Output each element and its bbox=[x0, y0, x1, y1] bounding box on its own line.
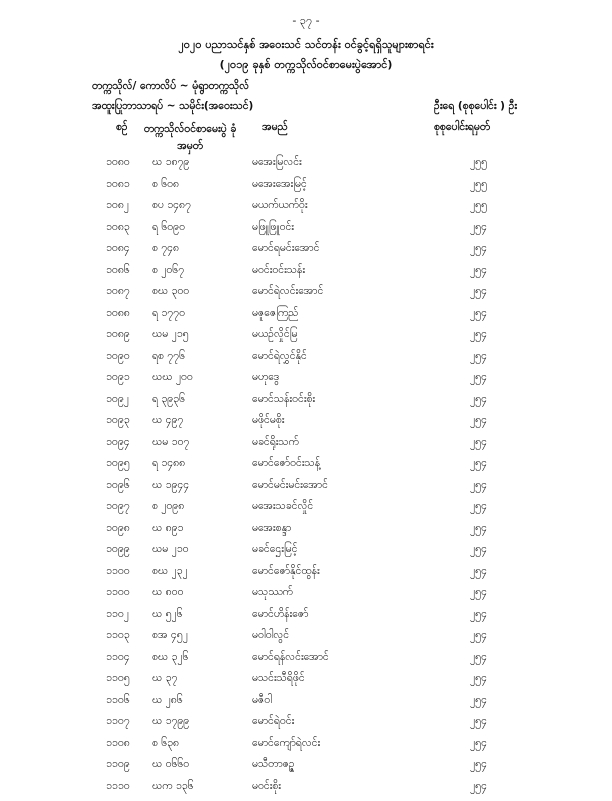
total-marks-cell: ၂၅၄ bbox=[470, 307, 487, 322]
roll-number-cell: စ ၆၃၈ bbox=[152, 737, 179, 752]
total-marks-cell: ၂၅၄ bbox=[470, 457, 487, 472]
serial-cell: ၁၁၀၉ bbox=[106, 758, 130, 773]
total-marks-cell: ၂၅၄ bbox=[470, 758, 487, 773]
name-cell: မအေးအေးမြင့် bbox=[252, 178, 307, 193]
total-marks-cell: ၂၅၄ bbox=[470, 672, 487, 687]
table-row bbox=[0, 328, 612, 350]
total-marks-cell: ၂၅၄ bbox=[470, 586, 487, 601]
table-row bbox=[0, 694, 612, 716]
serial-cell: ၁၀၉၇ bbox=[106, 500, 130, 515]
name-cell: မောင်ကျော်ရဲလင်း bbox=[252, 737, 320, 752]
table-row bbox=[0, 672, 612, 694]
serial-cell: ၁၀၈၁ bbox=[106, 178, 130, 193]
total-marks-cell: ၂၅၄ bbox=[470, 651, 487, 666]
serial-cell: ၁၀၈၈ bbox=[106, 307, 130, 322]
document-subtitle: (၂၀၁၉ ခုနှစ် တက္ကသိုလ်ဝင်စာမေးပွဲအောင်) bbox=[0, 58, 612, 74]
name-cell: မယက်ယက်ဝိုး bbox=[252, 199, 308, 214]
name-cell: မဝင်းဝင်းသန်း bbox=[252, 264, 305, 279]
name-cell: မဇူဇေကြည် bbox=[252, 307, 298, 322]
table-row bbox=[0, 522, 612, 544]
roll-number-cell: စ ၂၀၉၈ bbox=[152, 500, 184, 515]
serial-cell: ၁၀၉၃ bbox=[106, 414, 130, 429]
serial-cell: ၁၀၉၀ bbox=[106, 350, 130, 365]
serial-cell: ၁၀၉၄ bbox=[106, 436, 130, 451]
roll-number-cell: ဃ ၅၂၆ bbox=[152, 608, 183, 623]
table-row bbox=[0, 608, 612, 630]
serial-cell: ၁၀၈၀ bbox=[106, 156, 130, 171]
serial-cell: ၁၀၉၂ bbox=[106, 393, 129, 408]
name-cell: မယဉ်လှိုင်မြ bbox=[252, 328, 297, 343]
table-row bbox=[0, 350, 612, 372]
roll-number-cell: စပ ၁၄၈၇ bbox=[152, 199, 191, 214]
total-marks-cell: ၂၅၄ bbox=[470, 629, 487, 644]
roll-number-cell: စဃ ၃၂၆ bbox=[152, 651, 188, 666]
header-serial: စဉ် bbox=[116, 121, 128, 136]
university-label: တက္ကသိုလ်/ ကောလိပ် ~ မုံရွာတက္ကသိုလ် bbox=[92, 80, 249, 95]
name-cell: မဖိုင်မစိုး bbox=[252, 414, 284, 429]
serial-cell: ၁၀၈၇ bbox=[106, 285, 130, 300]
serial-cell: ၁၀၈၄ bbox=[106, 242, 130, 257]
total-marks-cell: ၂၅၄ bbox=[470, 393, 487, 408]
roll-number-cell: ရ ၃၉၃၆ bbox=[152, 393, 185, 408]
name-cell: မသုဿက် bbox=[252, 586, 293, 601]
name-cell: မောင်ဟိန်းဇော် bbox=[252, 608, 308, 623]
table-row bbox=[0, 371, 612, 393]
table-row bbox=[0, 565, 612, 587]
table-row bbox=[0, 543, 612, 565]
table-row bbox=[0, 264, 612, 286]
roll-number-cell: စဃ ၂၃၂ bbox=[152, 565, 188, 580]
page-number: - ၃၇ - bbox=[0, 14, 612, 30]
table-row bbox=[0, 199, 612, 221]
table-row bbox=[0, 414, 612, 436]
name-cell: မအေးသခင်လှိုင် bbox=[252, 500, 313, 515]
roll-number-cell: ဃ ၁၇၉၉ bbox=[152, 715, 189, 730]
department-label: အထူးပြုဘာသာရပ် ~ သမိုင်း(အဝေးသင်) bbox=[92, 100, 253, 115]
total-marks-cell: ၂၅၄ bbox=[470, 221, 487, 236]
header-total-marks: စုစုပေါင်းရမှတ် bbox=[434, 121, 490, 136]
roll-number-cell: ဃ ၀၆၆၀ bbox=[152, 758, 189, 773]
roll-number-cell: ဃ ၁၉၄၄ bbox=[152, 479, 189, 494]
serial-cell: ၁၁၀၈ bbox=[106, 737, 130, 752]
total-marks-cell: ၂၅၄ bbox=[470, 715, 487, 730]
table-row bbox=[0, 651, 612, 673]
serial-cell: ၁၀၉၁ bbox=[106, 371, 130, 386]
serial-cell: ၁၁၀၅ bbox=[106, 672, 130, 687]
total-marks-cell: ၂၅၄ bbox=[470, 242, 487, 257]
name-cell: မဝင်းစိုး bbox=[252, 780, 281, 795]
table-row bbox=[0, 242, 612, 264]
total-marks-cell: ၂၅၅ bbox=[470, 178, 487, 193]
name-cell: မသီတာဇဉ္ဇ bbox=[252, 758, 295, 773]
serial-cell: ၁၀၉၉ bbox=[106, 543, 130, 558]
name-cell: မခင်ဌေးမြင့် bbox=[252, 543, 298, 558]
serial-cell: ၁၀၈၉ bbox=[106, 328, 130, 343]
total-marks-cell: ၂၅၄ bbox=[470, 694, 487, 709]
roll-number-cell: ရစ ၇၇၆ bbox=[152, 350, 185, 365]
document-title: ၂၀၂၀ ပညာသင်နှစ် အဝေးသင် သင်တန်း ဝင်ခွင့်ရရှိသူများစာရင်း bbox=[0, 38, 612, 54]
serial-cell: ၁၁၀၃ bbox=[106, 629, 130, 644]
name-cell: မခင်ရိုးသက် bbox=[252, 436, 299, 451]
total-marks-cell: ၂၅၄ bbox=[470, 264, 487, 279]
table-row bbox=[0, 737, 612, 759]
total-marks-cell: ၂၅၄ bbox=[470, 522, 487, 537]
name-cell: မောင်မင်းမင်းအောင် bbox=[252, 479, 328, 494]
table-row bbox=[0, 629, 612, 651]
name-cell: မောင်ရမင်းအောင် bbox=[252, 242, 319, 257]
roll-number-cell: ဃဃ ၂၀၀ bbox=[152, 371, 193, 386]
count-label: ဦးရေ (စုစုပေါင်း ) ဦး bbox=[434, 100, 517, 115]
name-cell: မောင်သန်းဝင်းစိုး bbox=[252, 393, 315, 408]
table-row bbox=[0, 393, 612, 415]
name-cell: မောင်ဇော်နိုင်ထွန်း bbox=[252, 565, 320, 580]
serial-cell: ၁၀၈၂ bbox=[106, 199, 129, 214]
serial-cell: ၁၁၀၆ bbox=[106, 694, 130, 709]
serial-cell: ၁၁၀၀ bbox=[106, 586, 130, 601]
total-marks-cell: ၂၅၄ bbox=[470, 780, 487, 795]
total-marks-cell: ၂၅၄ bbox=[470, 608, 487, 623]
roll-number-cell: ဃ ၄၉၇ bbox=[152, 414, 183, 429]
roll-number-cell: ဃမ ၂၁၀ bbox=[152, 543, 189, 558]
header-name: အမည် bbox=[262, 121, 288, 136]
serial-cell: ၁၀၈၆ bbox=[106, 264, 130, 279]
serial-cell: ၁၁၁၀ bbox=[106, 780, 130, 795]
student-list bbox=[0, 156, 612, 801]
roll-number-cell: ရ ၁၄၈၈ bbox=[152, 457, 185, 472]
total-marks-cell: ၂၅၄ bbox=[470, 565, 487, 580]
table-row bbox=[0, 780, 612, 801]
total-marks-cell: ၂၅၄ bbox=[470, 543, 487, 558]
name-cell: မသင်းသီရိဖိုင် bbox=[252, 672, 305, 687]
name-cell: မဟုဒွေ bbox=[252, 371, 279, 386]
serial-cell: ၁၁၀၇ bbox=[106, 715, 130, 730]
roll-number-cell: ဃ ၈၀၀ bbox=[152, 586, 183, 601]
table-row bbox=[0, 715, 612, 737]
name-cell: မဝါဝါလွင် bbox=[252, 629, 289, 644]
name-cell: မောင်ရန်လင်းအောင် bbox=[252, 651, 329, 666]
total-marks-cell: ၂၅၄ bbox=[470, 414, 487, 429]
roll-number-cell: စ ၇၄၈ bbox=[152, 242, 179, 257]
name-cell: မောင်ရဲလင်းအောင် bbox=[252, 285, 323, 300]
roll-number-cell: ဃ ၃၇ bbox=[152, 672, 177, 687]
table-row bbox=[0, 178, 612, 200]
total-marks-cell: ၂၅၄ bbox=[470, 328, 487, 343]
serial-cell: ၁၀၈၃ bbox=[106, 221, 130, 236]
roll-number-cell: ဃက ၁၃၆ bbox=[152, 780, 194, 795]
table-row bbox=[0, 436, 612, 458]
name-cell: မောင်ရဲလွှင်နိုင် bbox=[252, 350, 307, 365]
roll-number-cell: ရ ၁၇၇၀ bbox=[152, 307, 185, 322]
roll-number-cell: ဃ ၁၈၇၉ bbox=[152, 156, 189, 171]
name-cell: မဖြူဖြူဝင်း bbox=[252, 221, 294, 236]
table-row bbox=[0, 307, 612, 329]
table-row bbox=[0, 221, 612, 243]
roll-number-cell: ရ ၆၀၉၀ bbox=[152, 221, 185, 236]
total-marks-cell: ၂၅၄ bbox=[470, 436, 487, 451]
roll-number-cell: ဃ ၈၉၁ bbox=[152, 522, 183, 537]
name-cell: မအေးမြလင်း bbox=[252, 156, 302, 171]
serial-cell: ၁၁၀၂ bbox=[106, 608, 129, 623]
total-marks-cell: ၂၅၄ bbox=[470, 371, 487, 386]
serial-cell: ၁၀၉၅ bbox=[106, 457, 130, 472]
name-cell: မောင်ဇော်ဝင်းသန့် bbox=[252, 457, 320, 472]
roll-number-cell: ဃမ ၁၀၇ bbox=[152, 436, 189, 451]
serial-cell: ၁၁၀၀ bbox=[106, 565, 130, 580]
total-marks-cell: ၂၅၄ bbox=[470, 285, 487, 300]
total-marks-cell: ၂၅၅ bbox=[470, 156, 487, 171]
serial-cell: ၁၁၀၄ bbox=[106, 651, 130, 666]
total-marks-cell: ၂၅၅ bbox=[470, 199, 487, 214]
total-marks-cell: ၂၅၄ bbox=[470, 350, 487, 365]
table-row bbox=[0, 586, 612, 608]
table-row bbox=[0, 500, 612, 522]
table-row bbox=[0, 758, 612, 780]
table-row bbox=[0, 479, 612, 501]
roll-number-cell: စအ ၄၅၂ bbox=[152, 629, 188, 644]
serial-cell: ၁၀၉၈ bbox=[106, 522, 130, 537]
total-marks-cell: ၂၅၄ bbox=[470, 500, 487, 515]
roll-number-cell: စဃ ၃၀၀ bbox=[152, 285, 189, 300]
header-roll-number: တက္ကသိုလ်ဝင်စာမေးပွဲ ခုံအမှတ် bbox=[140, 121, 240, 155]
table-row bbox=[0, 285, 612, 307]
name-cell: မောင်ရဲဝင်း bbox=[252, 715, 294, 730]
serial-cell: ၁၀၉၆ bbox=[106, 479, 130, 494]
roll-number-cell: စ ၂၀၆၇ bbox=[152, 264, 184, 279]
roll-number-cell: ဃမ ၂၁၅ bbox=[152, 328, 189, 343]
roll-number-cell: ဃ ၂၈၆ bbox=[152, 694, 183, 709]
name-cell: မအေးစန္ဒာ bbox=[252, 522, 291, 537]
roll-number-cell: စ ၆၀၈ bbox=[152, 178, 179, 193]
name-cell: မဇီဝါ bbox=[252, 694, 272, 709]
table-row bbox=[0, 156, 612, 178]
total-marks-cell: ၂၅၄ bbox=[470, 479, 487, 494]
table-row bbox=[0, 457, 612, 479]
total-marks-cell: ၂၅၄ bbox=[470, 737, 487, 752]
